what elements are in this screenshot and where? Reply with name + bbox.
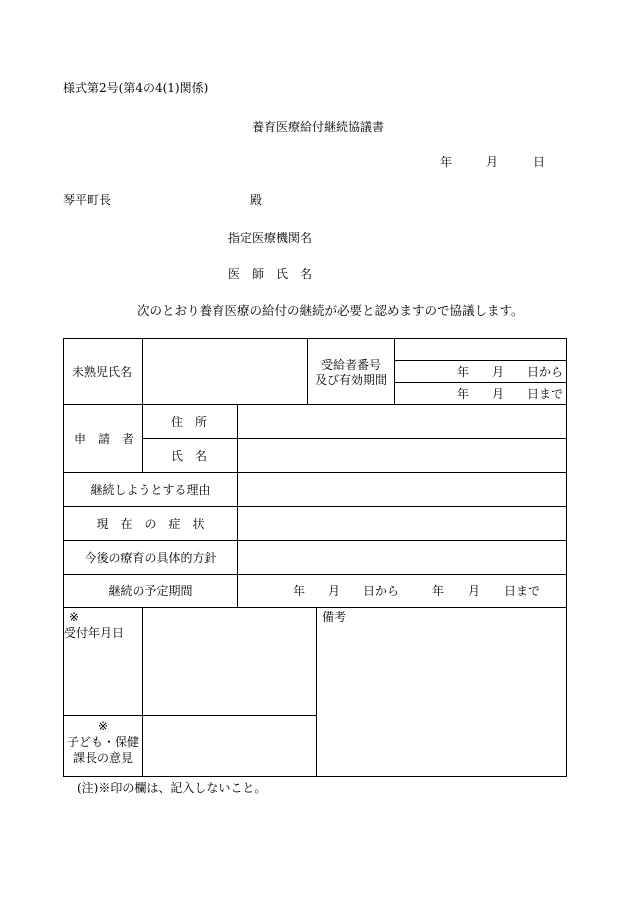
recipient-number-field[interactable] — [395, 340, 567, 359]
received-date-field[interactable] — [143, 608, 315, 714]
valid-from-month: 月 — [492, 365, 505, 379]
row-line — [394, 382, 567, 383]
addressee-name: 琴平町長 — [63, 193, 112, 207]
period-label: 継続の予定期間 — [108, 584, 193, 598]
period-to-month: 月 — [468, 584, 481, 598]
period-from-suffix: 日から — [363, 584, 400, 598]
applicant-name-label: 氏 名 — [171, 449, 208, 463]
valid-from-year: 年 — [457, 365, 470, 379]
symptoms-field[interactable] — [238, 507, 566, 539]
col-line — [307, 339, 308, 404]
recipient-label-line1: 受給者番号 — [320, 358, 381, 372]
received-mark: ※ — [69, 610, 80, 624]
care-policy-field[interactable] — [238, 541, 566, 573]
care-policy-label: 今後の療育の具体的方針 — [84, 551, 217, 565]
infant-name-label: 未熟児氏名 — [72, 365, 133, 379]
document-title: 養育医療給付継続協議書 — [252, 120, 385, 134]
period-to-suffix: 日まで — [504, 584, 541, 598]
intro-text: 次のとおり養育医療の給付の継続が必要と認めますので協議します。 — [137, 303, 524, 318]
valid-from-suffix: 日から — [527, 365, 564, 379]
opinion-mark: ※ — [97, 719, 109, 733]
remarks-label: 備考 — [322, 610, 347, 624]
date-month-label: 月 — [486, 155, 499, 169]
institution-label: 指定医療機関名 — [228, 231, 313, 245]
doctor-name-label: 医 師 氏 名 — [228, 267, 313, 281]
section-chief-opinion-field[interactable] — [143, 716, 315, 777]
reason-label: 継続しようとする理由 — [90, 483, 211, 497]
reason-field[interactable] — [238, 473, 566, 505]
address-label: 住 所 — [171, 415, 208, 429]
valid-to-month: 月 — [492, 387, 505, 401]
period-from-year: 年 — [293, 584, 306, 598]
period-from-month: 月 — [328, 584, 341, 598]
period-to-year: 年 — [432, 584, 445, 598]
footnote: (注)※印の欄は、記入しないこと。 — [77, 781, 267, 795]
received-date-label: 受付年月日 — [64, 626, 125, 640]
symptoms-label: 現 在 の 症 状 — [96, 517, 205, 531]
date-year-label: 年 — [440, 155, 453, 169]
row-line — [64, 574, 567, 575]
infant-name-field[interactable] — [143, 340, 306, 403]
remarks-field[interactable] — [317, 608, 566, 777]
applicant-name-field[interactable] — [238, 439, 566, 471]
row-line — [394, 360, 567, 361]
continuation-form-table — [63, 338, 567, 777]
applicant-label: 申 請 者 — [74, 432, 135, 446]
date-day-label: 日 — [533, 155, 546, 169]
opinion-label-line2: 課長の意見 — [72, 751, 133, 765]
opinion-label-line1: 子ども・保健 — [66, 735, 139, 749]
applicant-address-field[interactable] — [238, 405, 566, 437]
valid-to-suffix: 日まで — [527, 387, 564, 401]
col-line — [142, 404, 143, 472]
valid-to-year: 年 — [457, 387, 470, 401]
recipient-label-line2: 及び有効期間 — [314, 373, 387, 387]
addressee-honorific: 殿 — [250, 193, 263, 207]
form-number: 様式第2号(第4の4(1)関係) — [63, 81, 209, 95]
